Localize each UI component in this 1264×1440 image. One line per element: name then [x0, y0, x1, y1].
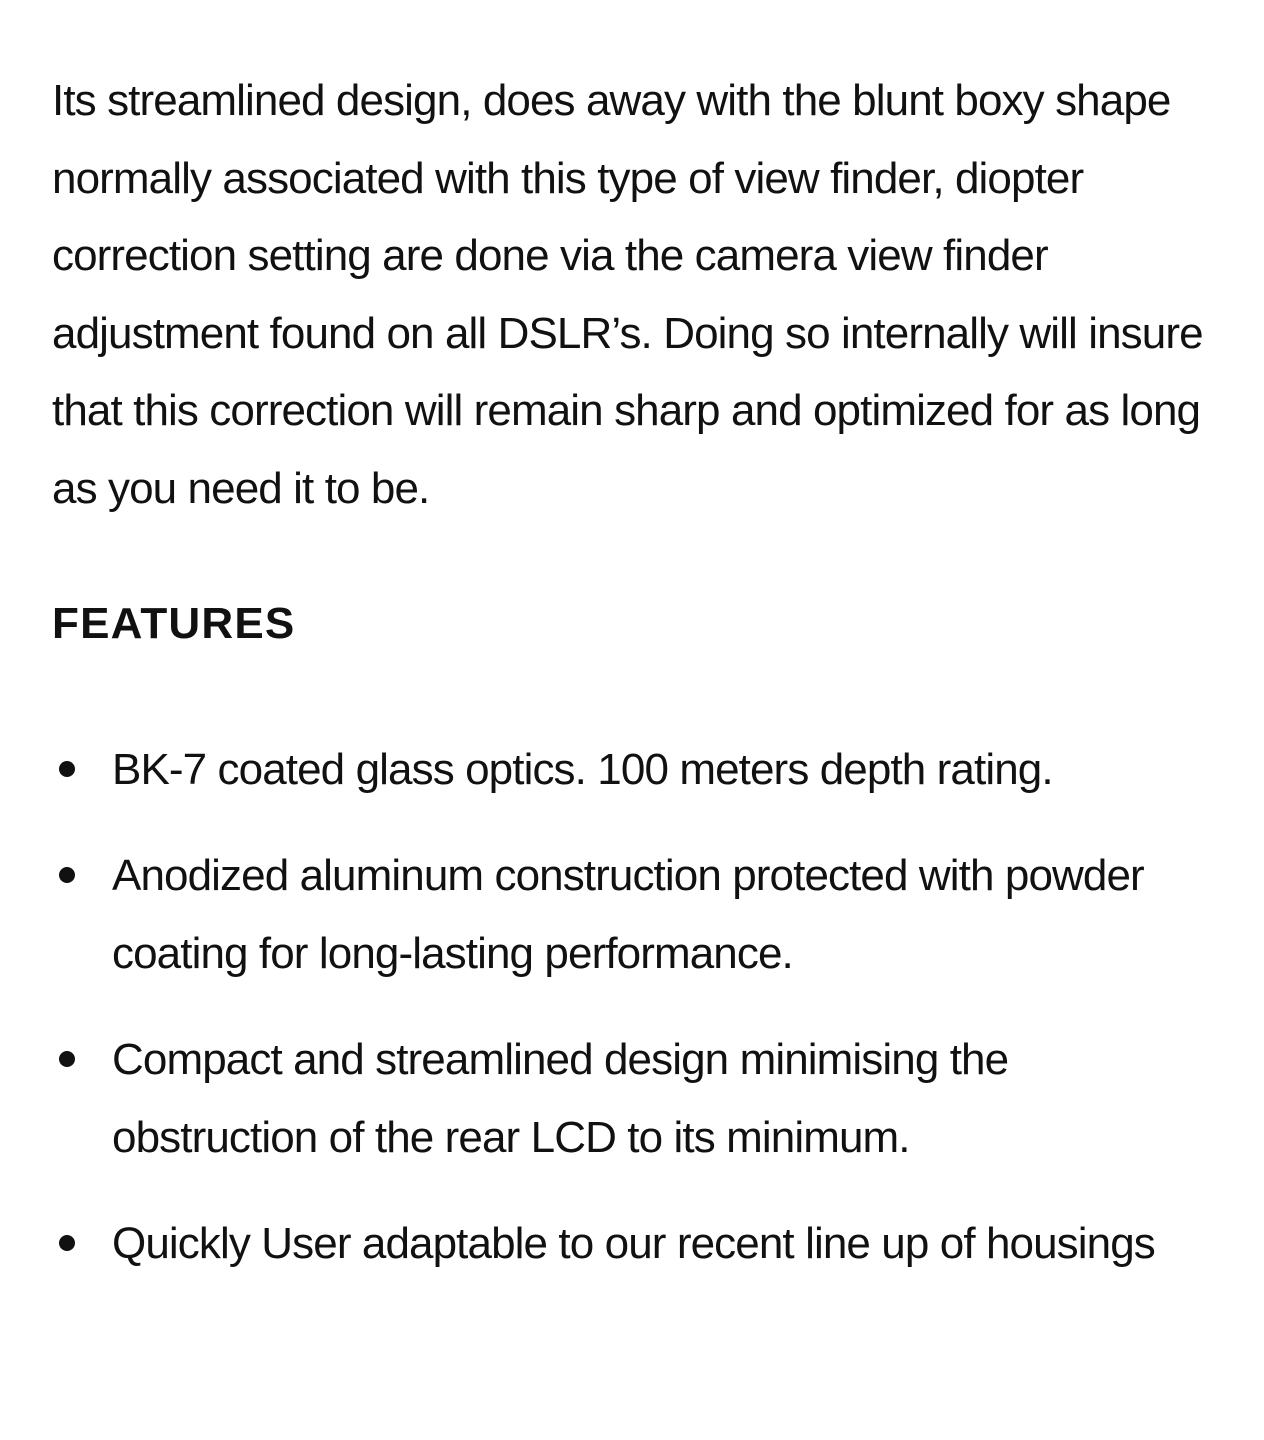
feature-item-text: Quickly User adaptable to our recent line up of housings: [112, 1219, 1155, 1268]
bullet-icon: [59, 761, 75, 777]
bullet-icon: [59, 1235, 75, 1251]
feature-item-text: Compact and streamlined design minimising the obstruction of the rear LCD to its minimum.: [112, 1035, 1009, 1162]
feature-item: [52, 731, 1222, 809]
feature-item: [52, 837, 1222, 993]
feature-item: [52, 1021, 1222, 1177]
feature-item: [52, 1205, 1222, 1283]
features-list: [52, 731, 1222, 1283]
feature-item-text: Anodized aluminum construction protected with powder coating for long-lasting performance.: [112, 851, 1144, 978]
bullet-icon: [59, 1051, 75, 1067]
feature-item-text: BK-7 coated glass optics. 100 meters depth rating.: [112, 745, 1053, 794]
article-content: [52, 62, 1222, 1311]
intro-paragraph: Its streamlined design, does away with the blunt boxy shape normally associated with this type of view finder, diopter correction setting are done via the camera view finder adjustment found on all DSLR’s. Doing so internally will insure that this correction will remain sharp and optimized for as long as you need it to be.: [52, 76, 1203, 513]
bullet-icon: [59, 867, 75, 883]
features-heading: FEATURES: [52, 599, 296, 648]
